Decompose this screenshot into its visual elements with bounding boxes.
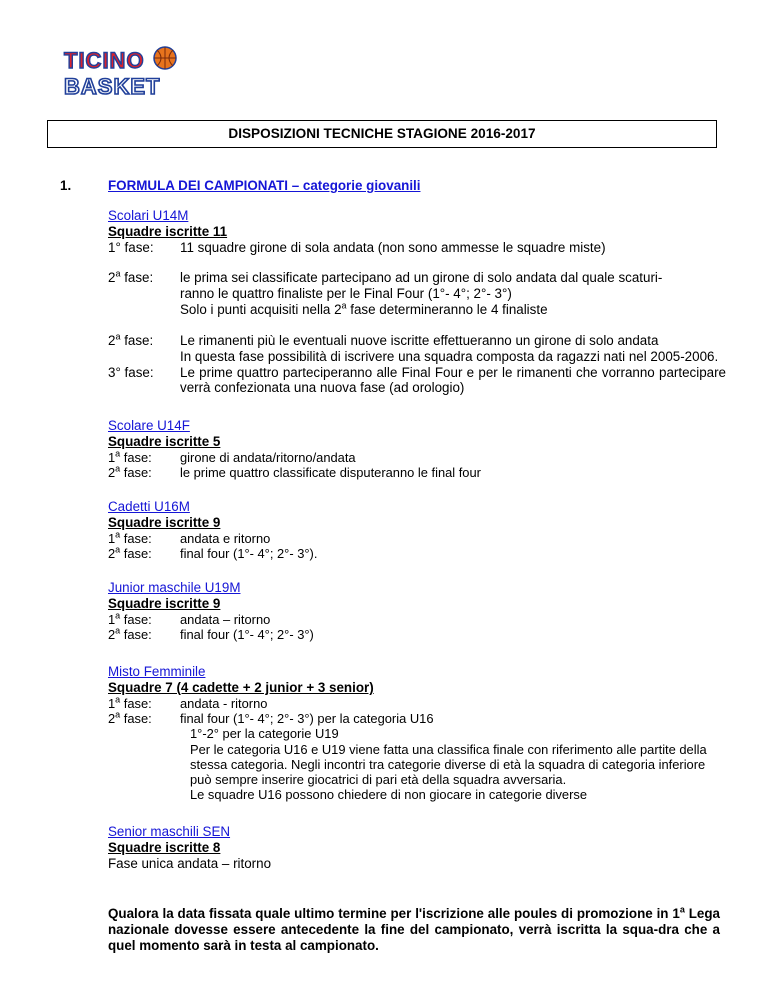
category-sen-title[interactable]: Senior maschili SEN	[108, 824, 231, 840]
phase-row: 1$^a$ fase: andata – ritorno	[108, 610, 271, 627]
phase-row: 2$^a$ fase: le prime quattro classificate disputeranno le final four	[108, 463, 481, 480]
category-u14m-teams: Squadre iscritte 11	[108, 223, 228, 239]
phase-row: 2$^a$ fase: le prima sei classificate partecipano ad un girone di solo andata dal quale scaturi- ranno le quattro finaliste per le Final Four (1°- 4°; 2°- 3°) Solo i punti acquisiti nella 2$^a$ fase determineranno le 4 finaliste	[108, 268, 663, 318]
phase-row: 1$^a$ fase: andata - ritorno	[108, 694, 268, 711]
phase-row: 2$^a$ fase: final four (1°- 4°; 2°- 3°) per la categoria U16 1°-2° per la categorie U19 Per le categoria U16 e U19 viene fatta una classifica finale con riferimento alle partite della stessa categoria. Negli incontri tra categorie diverse di età la squadra di categoria inferiore può sempre inserire giocatrici di pari età della squadra avversaria. Le squadre U16 possono chiedere di non giocare in categorie diverse	[108, 709, 707, 803]
phase-row: 2$^a$ fase: final four (1°- 4°; 2°- 3°).	[108, 544, 318, 562]
document-title: DISPOSIZIONI TECNICHE STAGIONE 2016-2017	[47, 120, 717, 148]
category-u14f-title[interactable]: Scolare U14F	[108, 418, 190, 434]
category-misto-title[interactable]: Misto Femminile	[108, 664, 206, 680]
phase-row: 2$^a$ fase: final four (1°- 4°; 2°- 3°)	[108, 625, 314, 643]
category-u16m-teams: Squadre iscritte 9	[108, 515, 221, 530]
phase-row: 1° fase: 11 squadre girone di sola andata (non sono ammesse le squadre miste)	[108, 239, 606, 255]
category-sen-text: Fase unica andata – ritorno	[108, 856, 272, 872]
section-title[interactable]: FORMULA DEI CAMPIONATI – categorie giovanili	[108, 178, 421, 193]
category-u14m-title[interactable]: Scolari U14M	[108, 208, 189, 223]
phase-row: 1$^a$ fase: andata e ritorno	[108, 529, 271, 546]
category-sen-teams: Squadre iscritte 8	[108, 840, 221, 856]
logo-line1: TICINO	[64, 48, 145, 73]
category-u16m-title[interactable]: Cadetti U16M	[108, 499, 190, 515]
phase-row: 2$^a$ fase: Le rimanenti più le eventuali nuove iscritte effettueranno un girone di solo andata In questa fase possibilità di iscrivere una squadra composta da ragazzi nati nel 2005-2006.	[108, 331, 719, 364]
promotion-note: Qualora la data fissata quale ultimo termine per l'iscrizione alle poules di promozione in 1$^a$ Lega nazionale dovesse essere antecedente la fine del campionato, verrà iscritta la squa-dra che a quel momento sarà in testa al campionato.	[108, 904, 720, 953]
logo-line2: BASKET	[64, 74, 161, 99]
content	[108, 208, 726, 872]
phase-row: 1$^a$ fase: girone di andata/ritorno/andata	[108, 448, 356, 465]
ticino-basket-logo	[60, 42, 190, 102]
category-u19m-teams: Squadre iscritte 9	[108, 596, 221, 612]
category-misto-teams: Squadre 7 (4 cadette + 2 junior + 3 senior)	[108, 680, 374, 696]
section-number: 1.	[60, 178, 72, 193]
category-u19m-title[interactable]: Junior maschile U19M	[108, 580, 241, 596]
category-u14f-teams: Squadre iscritte 5	[108, 433, 221, 449]
phase-row: 3° fase: Le prime quattro parteciperanno alle Final Four e per le rimanenti che vorranno partecipare verrà confezionata una nuova fase (ad orologio)	[108, 364, 726, 396]
